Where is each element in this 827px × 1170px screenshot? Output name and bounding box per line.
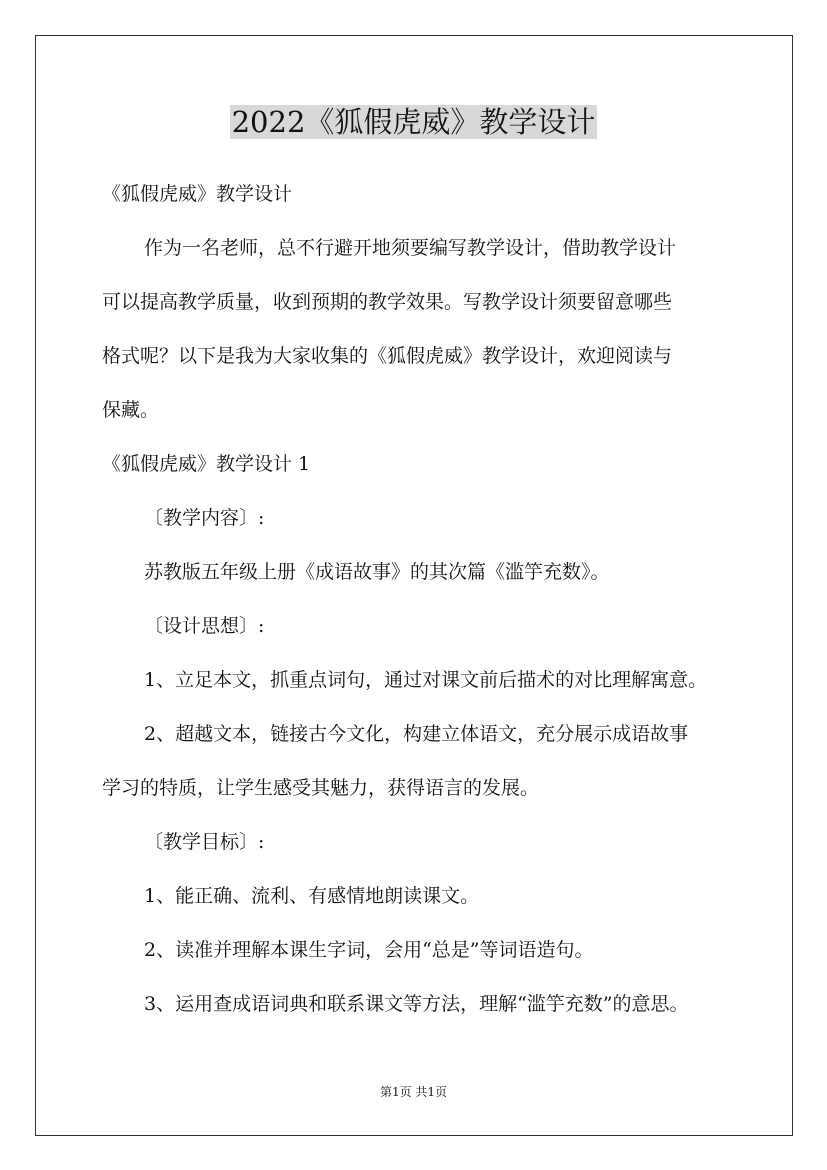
paragraph-line: 作为一名老师，总不行避开地须要编写教学设计，借助教学设计 — [144, 237, 677, 259]
paragraph-line: 苏教版五年级上册《成语故事》的其次篇《滥竽充数》。 — [144, 561, 610, 583]
paragraph-line: 〔设计思想〕: — [144, 615, 265, 637]
paragraph-line: 1、立足本文，抓重点词句，通过对课文前后描术的对比理解寓意。 — [144, 669, 708, 691]
paragraph-line: 可以提高教学质量，收到预期的教学效果。写教学设计须要留意哪些 — [102, 291, 673, 313]
paragraph-line: 〔教学内容〕: — [144, 507, 265, 529]
page-number: 第1页 共1页 — [379, 1085, 448, 1099]
paragraph-line: 2、读准并理解本课生字词，会用“总是”等词语造句。 — [144, 939, 594, 961]
heading-line: 《狐假虎威》教学设计 — [102, 183, 293, 205]
paragraph-line: 3、运用查成语词典和联系课文等方法，理解“滥竽充数”的意思。 — [144, 993, 689, 1015]
paragraph-line: 学习的特质，让学生感受其魅力，获得语言的发展。 — [102, 777, 540, 799]
paragraph-line: 1、能正确、流利、有感情地朗读课文。 — [144, 885, 480, 907]
document-title: 2022《狐假虎威》教学设计 — [231, 105, 596, 139]
paragraph-line: 2、超越文本，链接古今文化，构建立体语文，充分展示成语故事 — [144, 723, 689, 745]
section-heading: 《狐假虎威》教学设计 1 — [102, 453, 311, 475]
paragraph-line: 〔教学目标〕: — [144, 831, 265, 853]
paragraph-line: 格式呢？以下是我为大家收集的《狐假虎威》教学设计，欢迎阅读与 — [102, 345, 673, 367]
paragraph-line: 保藏。 — [102, 399, 160, 421]
